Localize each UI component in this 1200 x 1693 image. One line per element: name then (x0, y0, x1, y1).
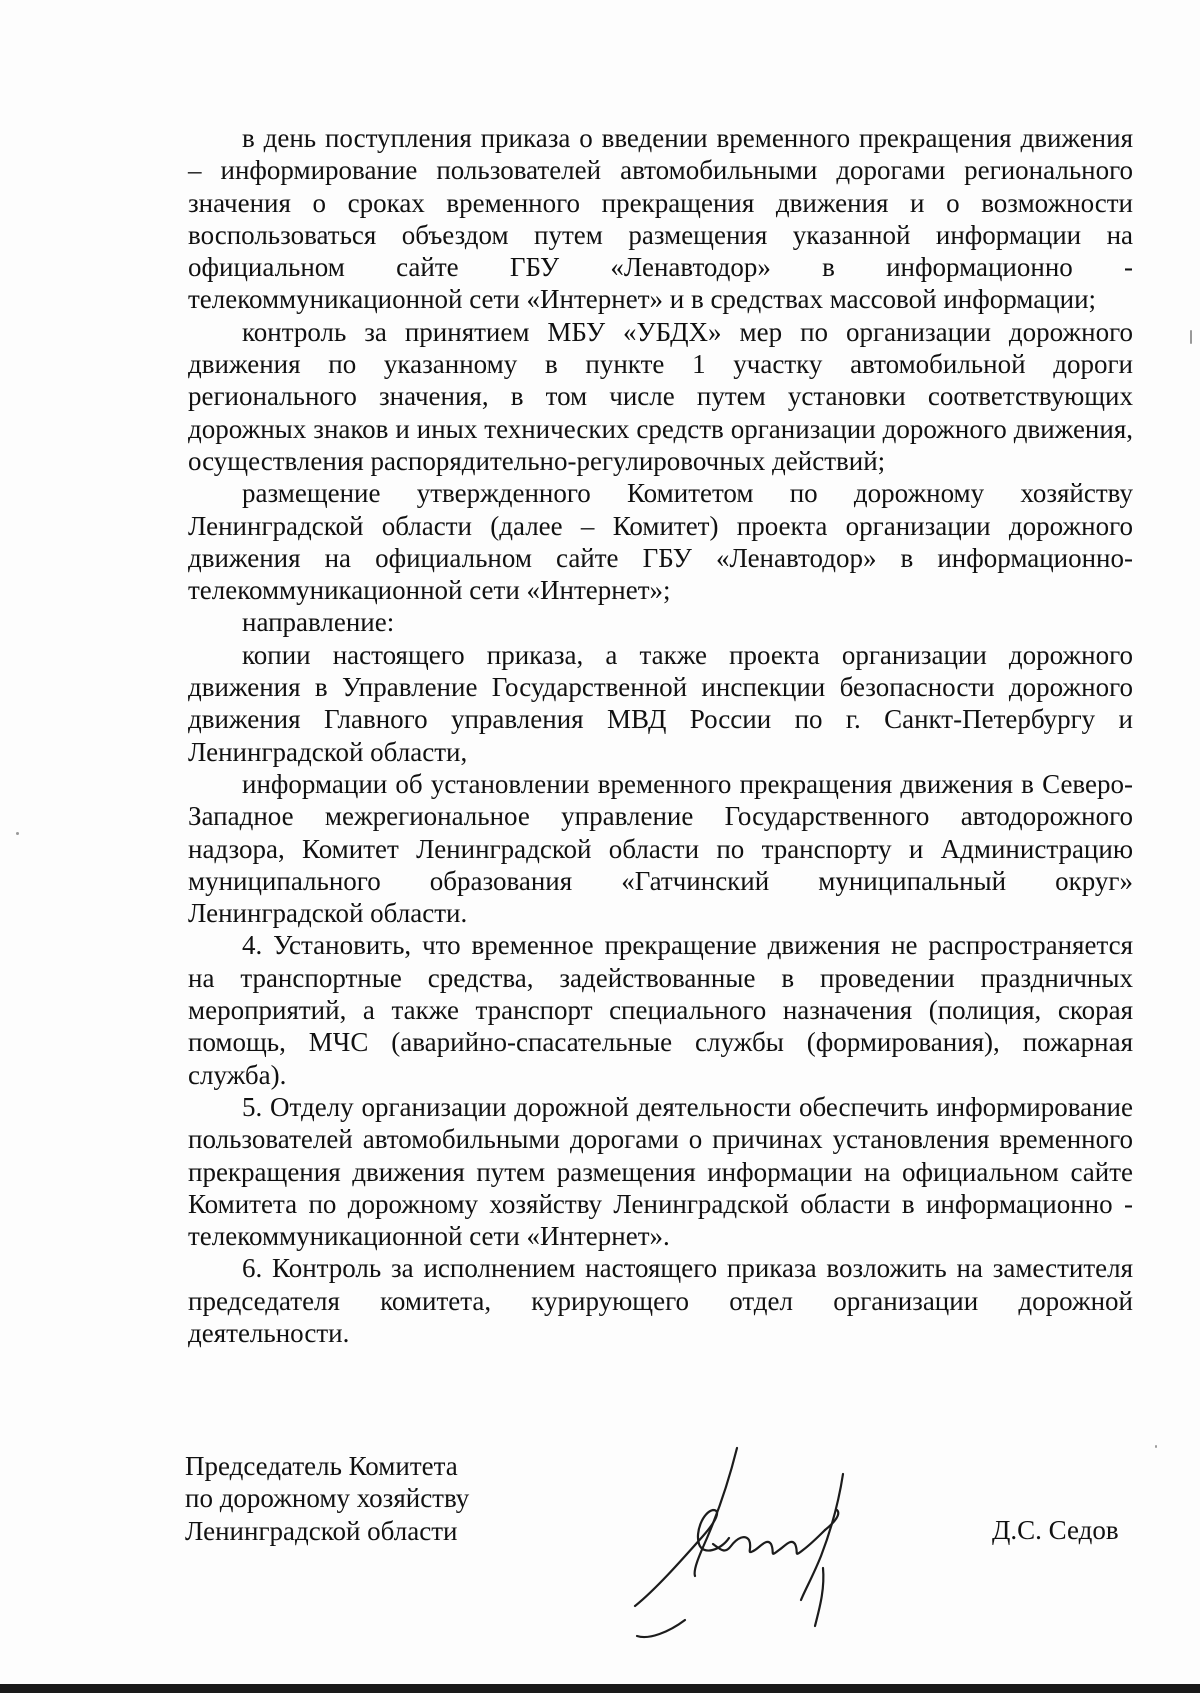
signatory-name: Д.С. Седов (992, 1515, 1119, 1545)
signatory-position-line: Ленинградской области (185, 1515, 458, 1546)
signatory-position-line: Председатель Комитета (185, 1451, 458, 1481)
paragraph-control-ubdh: контроль за принятием МБУ «УБДХ» мер по организации дорожного движения по указанному в пункте 1 участку автомобильной дороги регионального значения, в том числе путем установки соответствующих дорожных знаков и иных технических средств организации дорожного движения, осуществления распорядительно-регулировочных действий; (188, 316, 1133, 476)
paragraph-publish-project: размещение утвержденного Комитетом по дорожному хозяйству Ленинградской области (далее – Комитет) проекта организации дорожного движения на официальном сайте ГБУ «Ленавтодор» в информационно-телекоммуникационной сети «Интернет»; (188, 478, 1133, 606)
scan-bottom-edge (0, 1684, 1200, 1693)
scan-speck (16, 832, 19, 835)
scan-speck (1190, 330, 1192, 344)
paragraph-item-5: 5. Отделу организации дорожной деятельности обеспечить информирование пользователей автомобильными дорогами о причинах установления временного прекращения движения путем размещения информации на официальном сайте Комитета по дорожному хозяйству Ленинградской области в информационно - телекоммуникационной сети «Интернет». (188, 1091, 1133, 1252)
paragraph-inform-users: в день поступления приказа о введении временного прекращения движения – информирование пользователей автомобильными дорогами регионального значения о сроках временного прекращения движения и о возможности воспользоваться объездом путем размещения указанной информации на официальном сайте ГБУ «Ленавтодор» в информационно - телекоммуникационной сети «Интернет» и в средствах массовой информации; (188, 123, 1133, 315)
document-body (188, 122, 1133, 1349)
paragraph-copies-gibdd: копии настоящего приказа, а также проекта организации дорожного движения в Управление Государственной инспекции безопасности дорожного движения Главного управления МВД России по г. Санкт-Петербургу и Ленинградской области, (188, 639, 1133, 767)
paragraph-item-4: 4. Установить, что временное прекращение движения не распространяется на транспортные средства, задействованные в проведении праздничных мероприятий, а также транспорт специального назначения (полиция, скорая помощь, МЧС (аварийно-спасательные службы (формирования), пожарная служба). (188, 930, 1133, 1090)
paragraph-info-agencies: информации об установлении временного прекращения движения в Северо-Западное межрегиональное управление Государственного автодорожного надзора, Комитет Ленинградской области по транспорту и Администрацию муниципального образования «Гатчинский муниципальный округ» Ленинградской области. (188, 768, 1133, 929)
paragraph-direction-heading: направление: (242, 607, 395, 638)
signatory-position-line: по дорожному хозяйству (185, 1483, 470, 1514)
signatory-position (185, 1450, 469, 1547)
signature-icon (625, 1440, 945, 1650)
paragraph-item-6: 6. Контроль за исполнением настоящего приказа возложить на заместителя председателя комитета, курирующего отдел организации дорожной деятельности. (188, 1253, 1133, 1348)
scan-speck (1155, 1445, 1157, 1448)
